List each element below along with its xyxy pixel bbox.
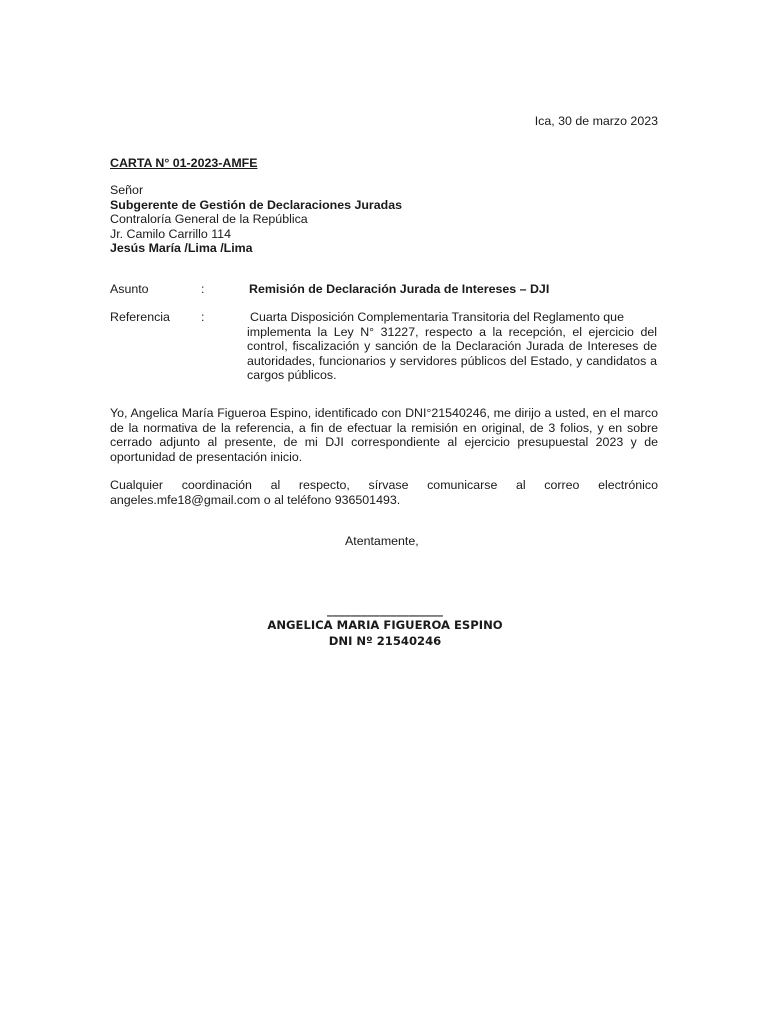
recipient-organization: Contraloría General de la República (110, 212, 308, 226)
reference-text-rest: implementa la Ley N° 31227, respecto a la recepción, el ejercicio del control, fiscalización y sanción de la Declaración Jurada de Intereses de autoridades, funcionarios y servidores públicos del Estado, y candidatos a cargos públicos. (247, 324, 657, 382)
letter-date: Ica, 30 de marzo 2023 (534, 114, 658, 128)
subject-text: Remisión de Declaración Jurada de Intereses – DJI (249, 282, 550, 296)
reference-text-line1: Cuarta Disposición Complementaria Transitoria del Reglamento que (250, 310, 624, 324)
signature-block (200, 603, 570, 649)
closing-text: Atentamente, (345, 534, 419, 548)
reference-label: Referencia (110, 310, 170, 324)
signature-name: ANGELICA MARIA FIGUEROA ESPINO (267, 618, 503, 632)
recipient-street: Jr. Camilo Carrillo 114 (110, 226, 231, 241)
recipient-address (110, 183, 402, 256)
body-paragraph-1: Yo, Angelica María Figueroa Espino, identificado con DNI°21540246, me dirijo a usted, en el marco de la normativa de la referencia, a fin de efectuar la remisión en original, de 3 folios, y en sobre cerrado adjunto al presente, de mi DJI correspondiente al ejercicio presupuestal 2023 y de oportunidad de presentación inicio. (110, 406, 658, 464)
recipient-title: Subgerente de Gestión de Declaraciones Juradas (110, 197, 402, 212)
subject-label: Asunto (110, 282, 149, 296)
recipient-city: Jesús María /Lima /Lima (110, 241, 253, 255)
subject-separator: : (201, 282, 205, 296)
letter-reference-number: CARTA N° 01-2023-AMFE (110, 156, 258, 170)
body-paragraph-2: Cualquier coordinación al respecto, sírvase comunicarse al correo electrónico angeles.mfe18@gmail.com o al teléfono 936501493. (110, 478, 658, 507)
signature-dni: DNI Nº 21540246 (328, 634, 442, 648)
signature-line: ____________________ (327, 603, 443, 617)
recipient-salutation: Señor (110, 183, 144, 197)
reference-text (247, 310, 657, 383)
reference-separator: : (201, 310, 205, 324)
